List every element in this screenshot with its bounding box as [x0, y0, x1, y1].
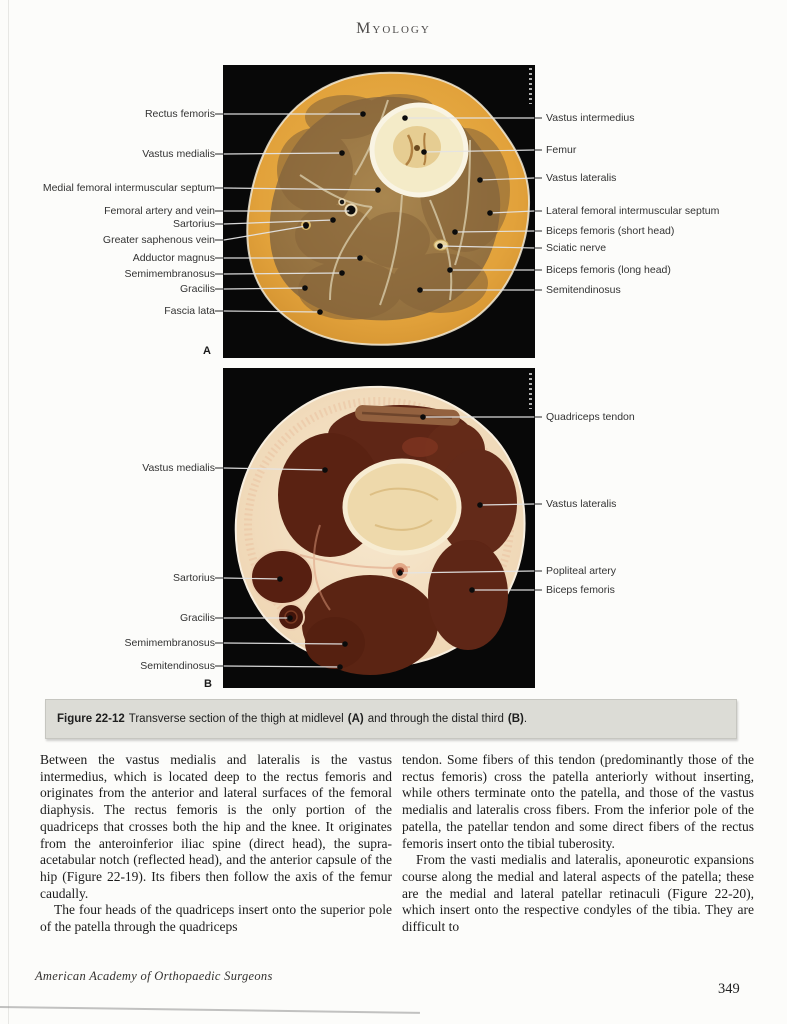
label-sartorius-b: Sartorius: [172, 572, 215, 584]
figure-caption-text-2: and through the distal third: [367, 713, 504, 725]
label-biceps-femoris-short-head: Biceps femoris (short head): [546, 225, 675, 237]
label-adductor-magnus: Adductor magnus: [132, 252, 215, 264]
footer-publisher: American Academy of Orthopaedic Surgeons: [35, 969, 273, 983]
page-bottom-scan-line: [0, 1006, 420, 1013]
figure-caption-marker-a: (A): [347, 713, 364, 725]
running-head: Myology: [356, 20, 431, 37]
label-biceps-femoris-long-head: Biceps femoris (long head): [546, 264, 671, 276]
sartorius-b: [251, 550, 313, 604]
paragraph: The four heads of the quadriceps insert onto the superior pole of the patella through the quadriceps: [40, 902, 392, 935]
label-quadriceps-tendon: Quadriceps tendon: [546, 411, 635, 423]
figure-caption: [45, 699, 737, 739]
panel-a-photo: [215, 65, 542, 358]
figure-caption-number: Figure 22-12: [57, 713, 125, 725]
label-biceps-femoris-b: Biceps femoris: [546, 584, 615, 596]
label-sartorius-a: Sartorius: [172, 218, 215, 230]
label-semitendinosus-b: Semitendinosus: [140, 660, 215, 672]
label-femur: Femur: [546, 144, 577, 156]
page-number: 349: [718, 981, 740, 997]
paragraph: tendon. Some fibers of this tendon (predominantly those of the rectus femoris) cross the patella anteriorly without inserting, while others terminate onto the patella, and those of the vastus medialis and lateralis cross fibers. From the inferior pole of the patella, the patellar tendon and some direct fibers of the rectus femoris insert onto the tibial tuberosity.: [402, 752, 754, 851]
label-greater-saphenous-vein: Greater saphenous vein: [102, 234, 215, 246]
figure-22-12: [0, 55, 787, 700]
photo-credit-mark-b: [529, 373, 532, 409]
label-semitendinosus-a: Semitendinosus: [546, 284, 621, 296]
label-popliteal-artery: Popliteal artery: [546, 565, 617, 577]
panel-b-photo: [215, 368, 542, 688]
figure-caption-marker-b: (B): [507, 713, 524, 725]
paragraph: From the vasti medialis and lateralis, aponeurotic expansions course along the medial and lateral aspects of the patella; these are the medial and lateral patellar retinaculi (Figure 22-20), which insert onto the respective condyles of the tibia. They are difficult to: [402, 852, 754, 935]
label-vastus-lateralis-b: Vastus lateralis: [546, 498, 617, 510]
panel-b-marker: B: [204, 678, 212, 690]
label-vastus-lateralis-a: Vastus lateralis: [546, 172, 617, 184]
figure-caption-period: .: [523, 713, 528, 725]
photo-credit-mark-a: [529, 68, 532, 104]
panel-a-marker: A: [203, 345, 211, 357]
label-vastus-intermedius: Vastus intermedius: [546, 112, 635, 124]
paragraph: Between the vastus medialis and lateralis is the vastus intermedius, which is located deep to the rectus femoris and originates from the anterior and lateral surfaces of the femoral diaphysis. The rectus femoris is the only portion of the quadriceps that crosses both the hip and the knee. It originates from the anteroinferior iliac spine (direct head), the supra-acetabular notch (reflected head), and the anterior capsule of the hip (Figure 22-19). Its fibers then follow the axis of the femur caudally.: [40, 752, 392, 901]
label-vastus-medialis-a: Vastus medialis: [142, 148, 215, 160]
label-sciatic-nerve: Sciatic nerve: [546, 242, 607, 254]
specimen-b: [236, 387, 525, 675]
label-lateral-femoral-intermuscular-septum: Lateral femoral intermuscular septum: [546, 205, 720, 217]
body-text-right-column: [402, 752, 754, 936]
label-fascia-lata: Fascia lata: [164, 305, 215, 317]
label-gracilis-a: Gracilis: [179, 283, 215, 295]
label-femoral-artery-and-vein: Femoral artery and vein: [104, 205, 215, 217]
label-gracilis-b: Gracilis: [179, 612, 215, 624]
label-rectus-femoris: Rectus femoris: [144, 108, 215, 120]
label-vastus-medialis-b: Vastus medialis: [142, 462, 215, 474]
figure-caption-text-1: Transverse section of the thigh at midlevel: [128, 713, 344, 725]
body-text-left-column: [40, 752, 392, 936]
label-semimembranosus-a: Semimembranosus: [124, 268, 215, 280]
label-semimembranosus-b: Semimembranosus: [124, 637, 215, 649]
label-medial-femoral-intermuscular-septum: Medial femoral intermuscular septum: [42, 182, 215, 194]
femur-b: [345, 461, 459, 553]
